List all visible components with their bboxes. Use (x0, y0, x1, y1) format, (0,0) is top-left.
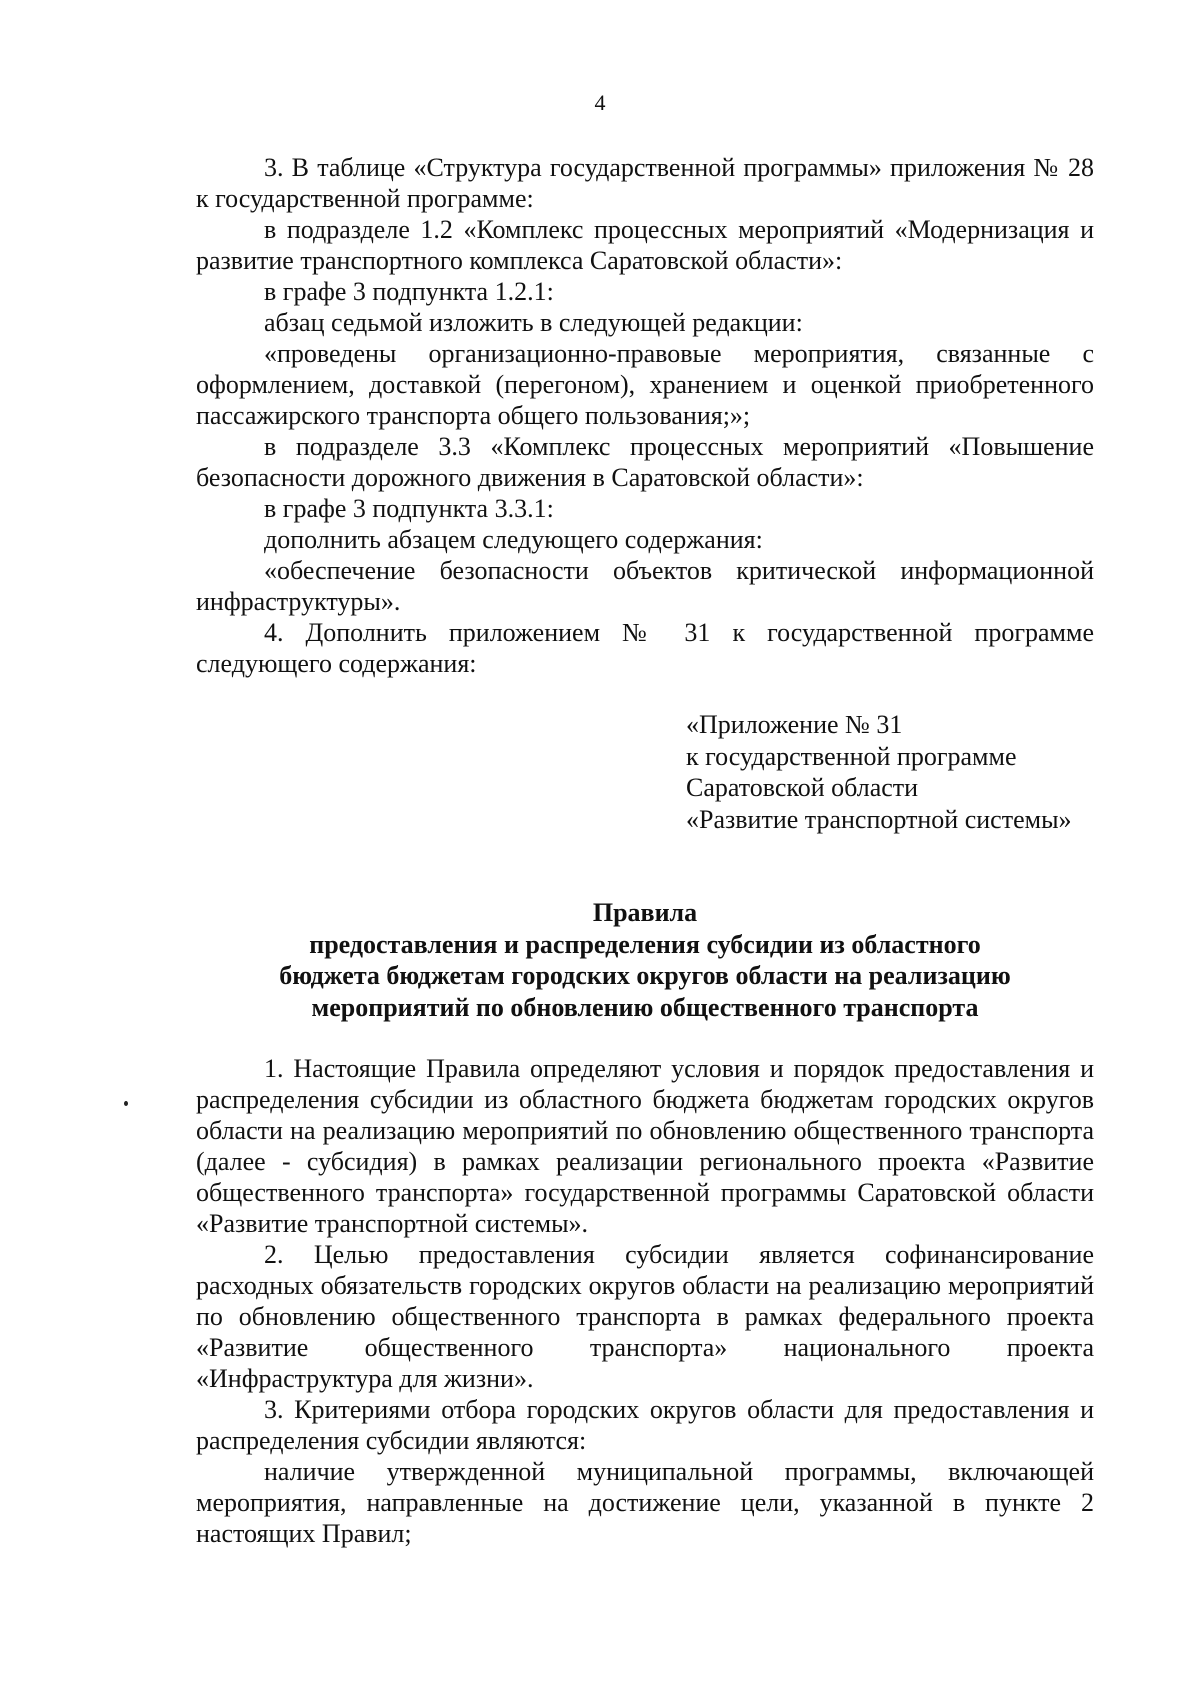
title-line: Правила (592, 898, 698, 927)
rules-section (196, 1053, 1094, 1549)
paragraph-quoted-text-1: «проведены организационно-правовые мероприятия, связанные с оформлением, доставкой (перегоном), хранением и оценкой приобретенного пассажирского транспорта общего пользования;»; (196, 339, 1094, 430)
paragraph-quoted-text-2: «обеспечение безопасности объектов критической информационной инфраструктуры». (196, 556, 1094, 616)
title-line: бюджета бюджетам городских округов области на реализацию (279, 961, 1011, 990)
paragraph-seventh-abzac: абзац седьмой изложить в следующей редакции: (264, 308, 803, 337)
scan-speck (124, 1101, 128, 1106)
amendments-section (196, 152, 1094, 679)
page-number: 4 (594, 90, 606, 115)
appendix-line: к государственной программе (686, 741, 1017, 771)
rules-paragraph-3: 3. Критериями отбора городских округов области для предоставления и распределения субсидии являются: (196, 1395, 1094, 1455)
paragraph-add-abzac: дополнить абзацем следующего содержания: (264, 525, 763, 554)
appendix-line: Саратовской области (686, 773, 919, 802)
appendix-line: «Развитие транспортной системы» (686, 804, 1072, 834)
rules-paragraph-2: 2. Целью предоставления субсидии является софинансирование расходных обязательств городских округов области на реализацию мероприятий по обновлению общественного транспорта в рамках федерального проекта «Развитие общественного транспорта» национального проекта «Инфраструктура для жизни». (196, 1240, 1094, 1393)
rules-paragraph-4: наличие утвержденной муниципальной программы, включающей мероприятия, направленные на достижение цели, указанной в пункте 2 настоящих Правил; (196, 1457, 1094, 1548)
rules-paragraph-1: 1. Настоящие Правила определяют условия и порядок предоставления и распределения субсидии из областного бюджета бюджетам городских округов области на реализацию мероприятий по обновлению общественного транспорта (далее - субсидия) в рамках реализации регионального проекта «Развитие общественного транспорта» государственной программы Саратовской области «Развитие транспортной системы». (196, 1054, 1094, 1238)
appendix-line: «Приложение № 31 (686, 710, 903, 739)
paragraph-subsection-3-3: в подразделе 3.3 «Комплекс процессных мероприятий «Повышение безопасности дорожного движения в Саратовской области»: (196, 432, 1094, 492)
paragraph-column-3-3-3-1: в графе 3 подпункта 3.3.1: (264, 494, 554, 523)
paragraph-item-4: 4. Дополнить приложением № 31 к государственной программе следующего содержания: (196, 618, 1094, 678)
rules-title (196, 897, 1094, 1023)
appendix-reference (686, 709, 1072, 835)
paragraph-column-3-1-2-1: в графе 3 подпункта 1.2.1: (264, 277, 554, 306)
paragraph-subsection-1-2: в подразделе 1.2 «Комплекс процессных мероприятий «Модернизация и развитие транспортного комплекса Саратовской области»: (196, 215, 1094, 275)
paragraph-item-3: 3. В таблице «Структура государственной программы» приложения № 28 к государственной программе: (196, 153, 1094, 213)
title-line: мероприятий по обновлению общественного транспорта (311, 992, 979, 1022)
title-line: предоставления и распределения субсидии из областного (309, 929, 981, 959)
